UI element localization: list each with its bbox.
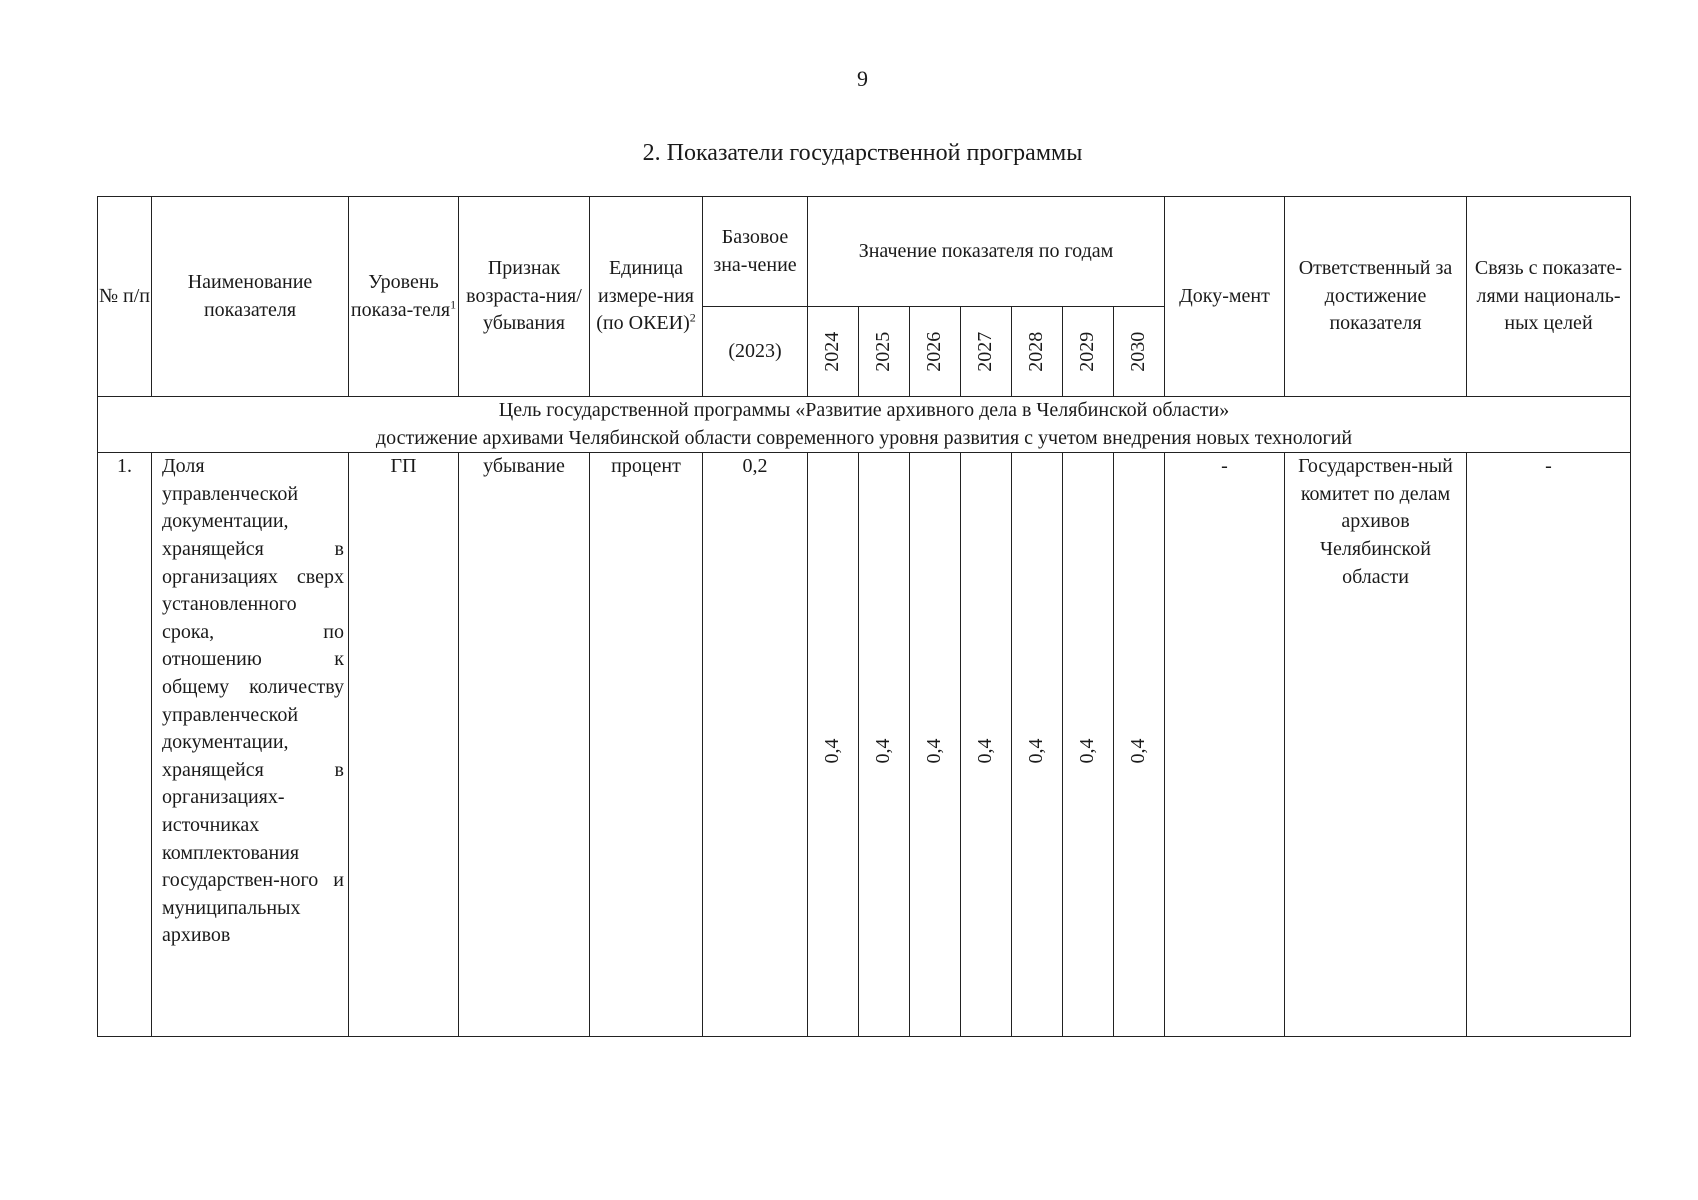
header-year-2027 (961, 307, 1012, 397)
year-label: 2026 (923, 331, 946, 372)
header-national-goals-link: Связь с показате-лями националь-ных целей (1467, 197, 1631, 397)
row-responsible: Государствен-ный комитет по делам архивов Челябинской области (1285, 453, 1467, 1037)
value-text: 0,4 (821, 738, 844, 764)
header-year-2026 (910, 307, 961, 397)
year-label: 2027 (974, 331, 997, 372)
document-title: 2. Показатели государственной программы (642, 140, 1083, 166)
row-value-2026 (910, 453, 961, 1037)
value-text: 0,4 (1025, 738, 1048, 764)
header-trend: Признак возраста-ния/ убывания (459, 197, 590, 397)
header-num: № п/п (98, 197, 152, 397)
row-num: 1. (98, 453, 152, 1037)
footnote-ref-1: 1 (450, 296, 457, 311)
year-label: 2025 (872, 331, 895, 372)
row-value-2030 (1114, 453, 1165, 1037)
year-label: 2028 (1025, 331, 1048, 372)
value-text: 0,4 (872, 738, 895, 764)
header-year-2025 (859, 307, 910, 397)
header-year-2030 (1114, 307, 1165, 397)
header-name: Наименование показателя (152, 197, 349, 397)
value-text: 0,4 (1127, 738, 1150, 764)
header-year-2029 (1063, 307, 1114, 397)
value-text: 0,4 (974, 738, 997, 764)
row-national-goals-link: - (1467, 453, 1631, 1037)
year-label: 2024 (821, 331, 844, 372)
header-level (349, 197, 459, 397)
program-goal-text: достижение архивами Челябинской области современного уровня развития с учетом внедрения новых технологий (375, 426, 1353, 449)
value-text: 0,4 (923, 738, 946, 764)
header-responsible: Ответственный за достижение показателя (1285, 197, 1467, 397)
row-base-value: 0,2 (703, 453, 808, 1037)
row-document: - (1165, 453, 1285, 1037)
header-values-by-year: Значение показателя по годам (808, 197, 1165, 307)
header-level-text: Уровень показа-теля (350, 270, 451, 321)
row-value-2029 (1063, 453, 1114, 1037)
page-number: 9 (857, 66, 868, 91)
row-trend: убывание (459, 453, 590, 1037)
row-unit: процент (590, 453, 703, 1037)
header-unit-text: Единица измере-ния (по ОКЕИ) (596, 257, 694, 335)
header-year-2024 (808, 307, 859, 397)
program-goal-row (98, 397, 1631, 453)
header-year-2028 (1012, 307, 1063, 397)
footnote-ref-2: 2 (689, 310, 696, 325)
row-value-2025 (859, 453, 910, 1037)
value-text: 0,4 (1076, 738, 1099, 764)
header-unit (590, 197, 703, 397)
header-base: Базовое зна-чение (703, 197, 808, 307)
year-label: 2029 (1076, 331, 1099, 372)
row-value-2024 (808, 453, 859, 1037)
row-value-2027 (961, 453, 1012, 1037)
year-label: 2030 (1127, 331, 1150, 372)
table-row (98, 453, 1631, 1037)
row-indicator-name: Доля управленческой документации, хранящейся в организациях сверх установленного срока, по отношению к общему количеству управленческой документации, хранящейся в организациях-источниках комплектования государствен-ного и муниципальных архивов (152, 453, 349, 1037)
indicators-table (97, 196, 1631, 1037)
row-level: ГП (349, 453, 459, 1037)
program-goal-title: Цель государственной программы «Развитие архивного дела в Челябинской области» (498, 399, 1230, 421)
header-document: Доку-мент (1165, 197, 1285, 397)
row-value-2028 (1012, 453, 1063, 1037)
header-base-year: (2023) (703, 307, 808, 397)
